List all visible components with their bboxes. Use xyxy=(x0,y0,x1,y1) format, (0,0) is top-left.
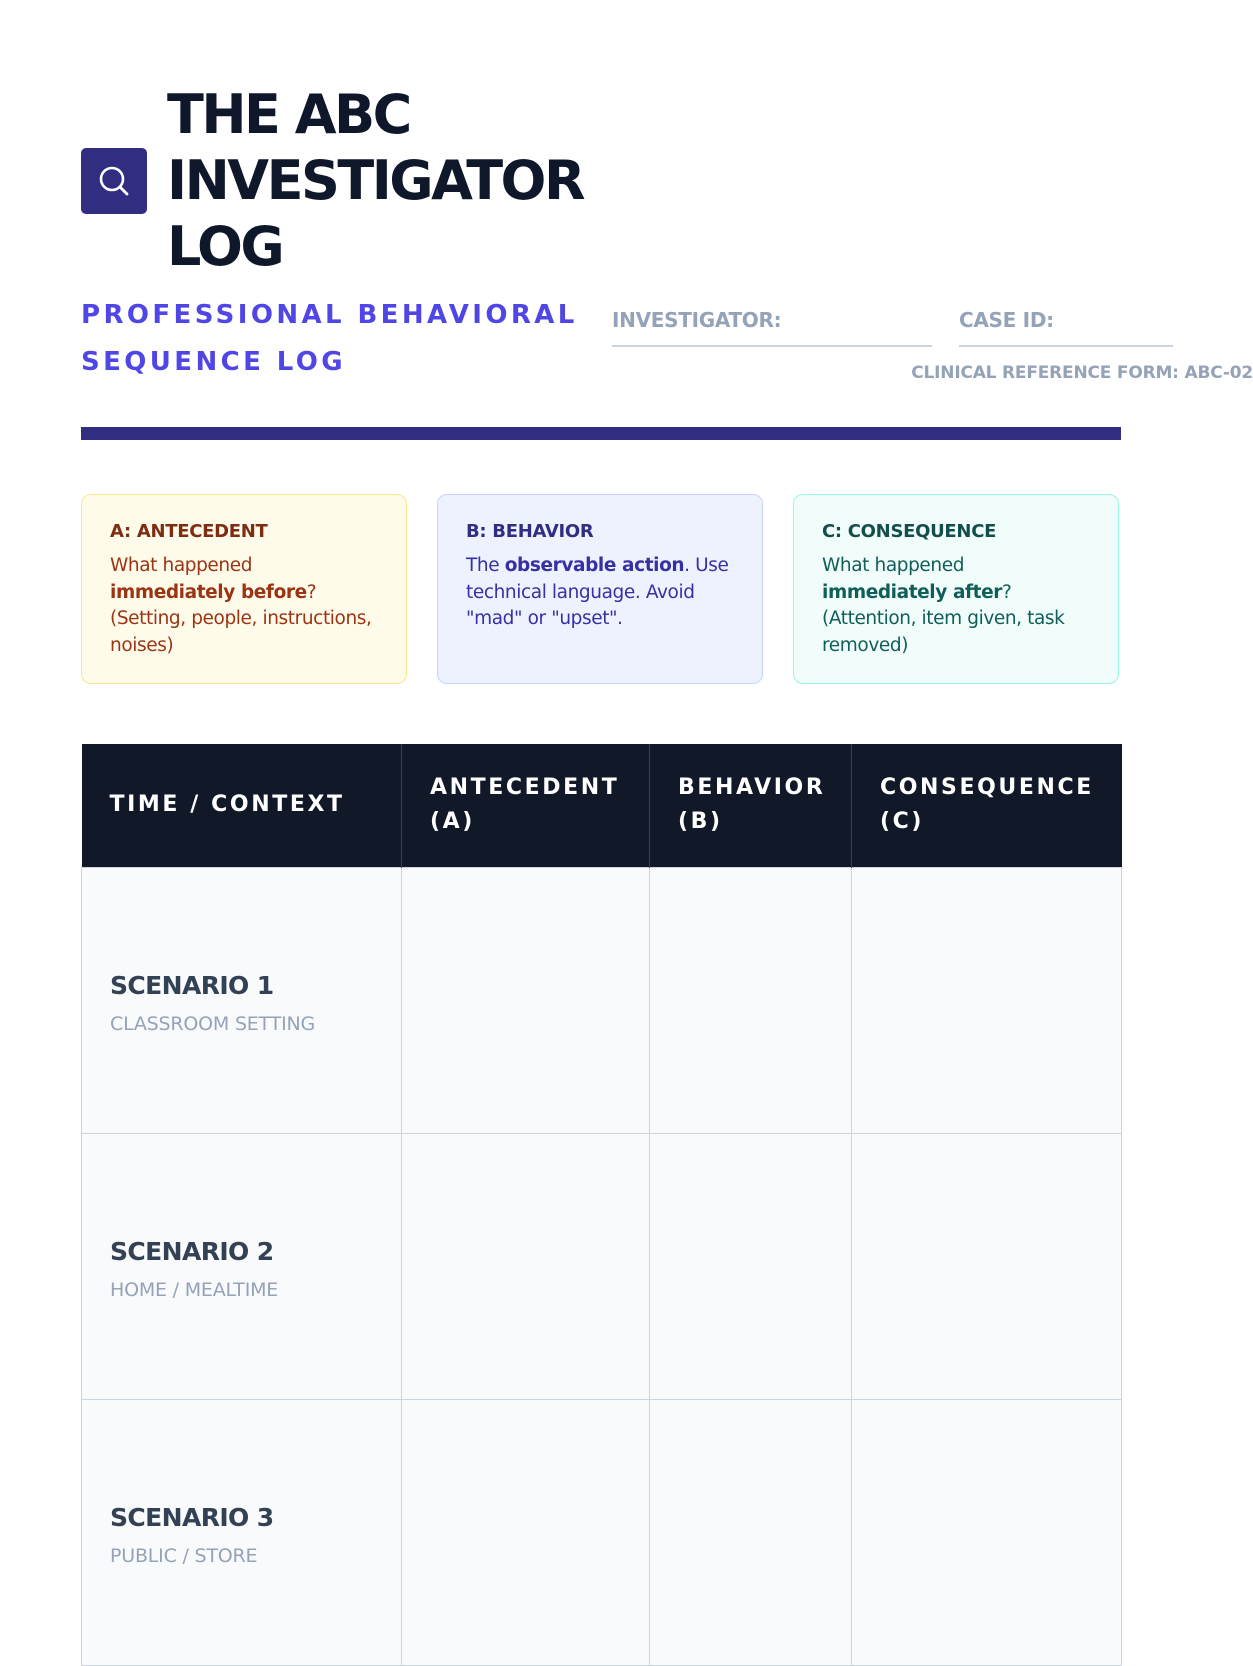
behavior-entry-cell[interactable] xyxy=(650,1399,852,1665)
consequence-body-text: What happened xyxy=(822,555,965,576)
antecedent-body-text: What happened xyxy=(110,555,253,576)
case-id-field[interactable] xyxy=(959,300,1173,347)
header-divider xyxy=(81,427,1121,440)
behavior-card xyxy=(437,494,763,684)
consequence-card-body xyxy=(822,553,1092,659)
behavior-card-body xyxy=(466,553,736,633)
abc-log-table xyxy=(81,744,1122,1666)
context-cell xyxy=(82,867,402,1133)
title-block xyxy=(81,82,701,282)
logo-badge xyxy=(81,148,147,214)
context-cell xyxy=(82,1133,402,1399)
table-row xyxy=(82,1133,1122,1399)
case-id-label: CASE ID: xyxy=(959,308,1054,332)
behavior-body-emphasis: observable action xyxy=(504,555,685,576)
column-header-consequence: CONSEQUENCE (C) xyxy=(852,744,1122,867)
consequence-entry-cell[interactable] xyxy=(852,867,1122,1133)
behavior-body-text: The xyxy=(466,555,505,576)
scenario-context: PUBLIC / STORE xyxy=(110,1545,258,1567)
consequence-card xyxy=(793,494,1119,684)
scenario-context: HOME / MEALTIME xyxy=(110,1279,279,1301)
column-header-behavior: BEHAVIOR (B) xyxy=(650,744,852,867)
scenario-title: SCENARIO 2 xyxy=(110,1237,274,1266)
scenario-title: SCENARIO 3 xyxy=(110,1503,274,1532)
antecedent-entry-cell[interactable] xyxy=(402,867,650,1133)
behavior-entry-cell[interactable] xyxy=(650,867,852,1133)
scenario-context: CLASSROOM SETTING xyxy=(110,1013,316,1035)
scenario-title: SCENARIO 1 xyxy=(110,971,274,1000)
table-row xyxy=(82,867,1122,1133)
search-icon xyxy=(97,164,131,198)
antecedent-card-title: A: ANTECEDENT xyxy=(110,521,268,542)
antecedent-card xyxy=(81,494,407,684)
consequence-body-text-end: ? (Attention, item given, task removed) xyxy=(822,581,1065,656)
consequence-card-title: C: CONSEQUENCE xyxy=(822,521,997,542)
column-header-antecedent: ANTECEDENT (A) xyxy=(402,744,650,867)
antecedent-entry-cell[interactable] xyxy=(402,1133,650,1399)
page-subtitle: PROFESSIONAL BEHAVIORAL SEQUENCE LOG xyxy=(81,300,578,377)
investigator-label: INVESTIGATOR: xyxy=(612,308,782,332)
context-cell xyxy=(82,1399,402,1665)
reference-form-label: CLINICAL REFERENCE FORM: ABC-02 xyxy=(911,363,1253,383)
table-header-row xyxy=(82,744,1122,867)
consequence-entry-cell[interactable] xyxy=(852,1399,1122,1665)
antecedent-body-text-end: ? (Setting, people, instructions, noises) xyxy=(110,581,372,656)
antecedent-entry-cell[interactable] xyxy=(402,1399,650,1665)
behavior-card-title: B: BEHAVIOR xyxy=(466,521,594,542)
consequence-entry-cell[interactable] xyxy=(852,1133,1122,1399)
investigator-field[interactable] xyxy=(612,300,932,347)
table-row xyxy=(82,1399,1122,1665)
page-title: THE ABC INVESTIGATOR LOG xyxy=(167,83,584,278)
antecedent-body-emphasis: immediately before xyxy=(110,581,307,603)
behavior-body-text-end: . Use technical language. Avoid "mad" or "upset". xyxy=(466,555,729,629)
antecedent-card-body xyxy=(110,553,380,659)
consequence-body-emphasis: immediately after xyxy=(822,581,1002,603)
column-header-time-context: TIME / CONTEXT xyxy=(82,744,402,867)
behavior-entry-cell[interactable] xyxy=(650,1133,852,1399)
